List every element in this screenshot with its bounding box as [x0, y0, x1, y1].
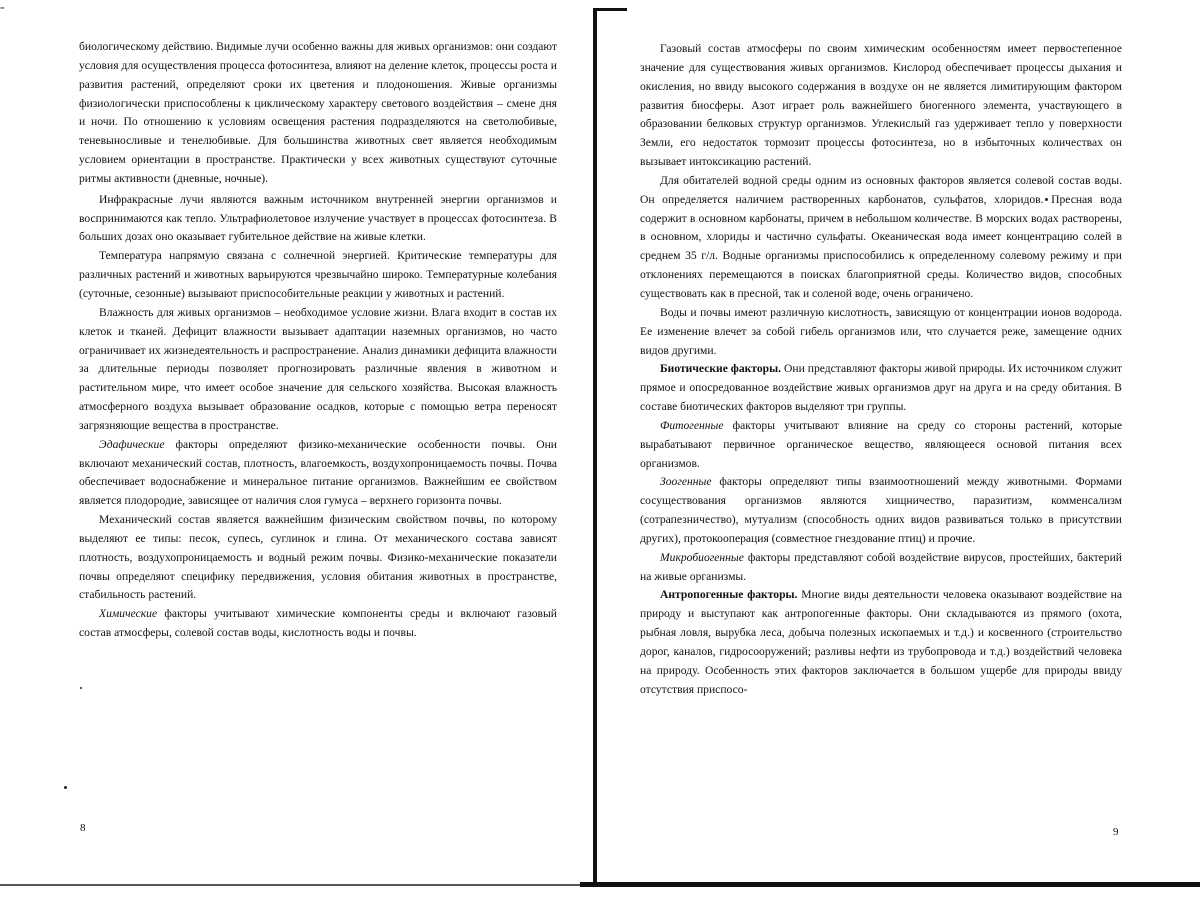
paragraph-body: факторы определяют типы взаимоотношений между животными. Формами сосуществования организмов являются хищничество, паразитизм, комменсализм (сотрапезничество), мутуализм (способность одних видов развиваться только в присутствии других), протокооперация (совместное гнездование птиц) и прочие.	[640, 475, 1122, 545]
scan-speck	[80, 687, 82, 689]
paragraph-lead-term: Эдафические	[99, 437, 165, 451]
paragraph-body: факторы представляют собой воздействие вирусов, простейших, бактерий на живые организмы.	[640, 550, 1122, 583]
paragraph-lead-term: Микробиогенные	[660, 550, 744, 564]
paragraph	[640, 360, 1122, 417]
book-gutter-cap	[593, 8, 627, 11]
paragraph	[640, 473, 1122, 548]
paragraph-body: факторы определяют физико-механические особенности почвы. Они включают механический состав, плотность, влагоемкость, воздухопроницаемость почвы. Почва обеспечивает водоснабжение и минеральное питание организмов. Важнейшим ее свойством является плодородие, зависящее от наличия слоя гумуса – верхнего горизонта почвы.	[79, 437, 557, 508]
paragraph-body: Они представляют факторы живой природы. Их источником служит прямое и опосредованное воздействие живых организмов друг на друга и на среду обитания. В составе биотических факторов выделяют три группы.	[640, 362, 1122, 414]
paragraph	[640, 549, 1122, 587]
paragraph-lead-term: Фитогенные	[660, 418, 724, 432]
book-gutter	[593, 8, 597, 886]
paragraph	[79, 605, 557, 643]
paragraph-lead-heading: Биотические факторы.	[660, 362, 782, 376]
paragraph: Воды и почвы имеют различную кислотность, зависящую от концентрации ионов водорода. Ее изменение влечет за собой гибель организмов или, что случается реже, замещение одних видов другими.	[640, 305, 1122, 357]
paragraph-lead-term: Химические	[99, 607, 158, 621]
paragraph-body: Многие виды деятельности человека оказывают воздействие на природу и выступают как антропогенные факторы. Они складываются из прямого (охота, рыбная ловля, вырубка леса, добыча полезных ископаемых и т.д.) и косвенного (строительство дорог, каналов, гидросооружений; разливы нефти из трубопровода и т.д.) воздействий человека на природу. Особенность этих факторов заключается в большом ущербе для природы ввиду отсутствия приспосо-	[640, 588, 1122, 696]
right-page	[640, 40, 1122, 700]
paragraph	[79, 436, 557, 511]
paragraph-body: факторы учитывают влияние на среду со стороны растений, которые вырабатывают первичное органическое вещество, являющееся основой питания всех организмов.	[640, 418, 1122, 470]
page-number-right: 9	[1113, 826, 1119, 838]
paragraph-lead-heading: Антропогенные факторы.	[660, 588, 798, 602]
scan-speck	[64, 786, 67, 789]
paragraph: Для обитателей водной среды одним из основных факторов является солевой состав воды. Он определяется наличием растворенных карбонатов, сульфатов, хлоридов. Пресная вода содержит в основном карбонаты, причем в небольшом количестве. В морских водах растворены, в основном, хлориды и частично сульфаты. Океаническая вода имеет концентрацию солей в среднем 35 г/л. Водные организмы приспособились к определенному солевому режиму и при отклонениях перемещаются в поисках благоприятной среды. Количество видов, способных существовать как в пресной, так и соленой воде, очень ограничено.	[640, 173, 1122, 300]
page-bottom-edge-shadow	[580, 882, 1200, 887]
paragraph: Инфракрасные лучи являются важным источником внутренней энергии организмов и воспринимаются как тепло. Ультрафиолетовое излучение участвует в процессах фотосинтеза. В больших дозах оно оказывает губительное действие на живые клетки.	[79, 192, 557, 244]
page-number-left: 8	[80, 822, 86, 834]
paragraph-body: факторы учитывают химические компоненты среды и включают газовый состав атмосферы, солевой состав воды, кислотность воды и почвы.	[79, 607, 557, 640]
paragraph: Влажность для живых организмов – необходимое условие жизни. Влага входит в состав их клеток и тканей. Дефицит влажности вызывает адаптации наземных организмов, но часто ограничивает их жизнедеятельность и распространение. Анализ динамики дефицита влажности за длительные периоды позволяет прогнозировать различные явления в животном и растительном мире, что имеет особое значение для сельского хозяйства. Высокая влажность атмосферного воздуха вызывает образование осадков, которые с помощью ветра переносят загрязняющие вещества в пространстве.	[79, 305, 557, 432]
paragraph: биологическому действию. Видимые лучи особенно важны для живых организмов: они создают условия для осуществления процесса фотосинтеза, влияют на деление клеток, процессы роста и развития растений, определяют сроки их цветения и плодоношения. Живые организмы физиологически приспособлены к циклическому характеру светового воздействия – смене дня и ночи. По отношению к условиям освещения растения подразделяются на светолюбивые, теневыносливые и тенелюбивые. Для большинства животных свет является необходимым условием ориентации в пространстве. Практически у всех животных существуют суточные ритмы активности (дневные, ночные).	[79, 40, 557, 185]
paragraph	[640, 417, 1122, 474]
paragraph-lead-term: Зоогенные	[660, 475, 712, 489]
left-page	[79, 38, 557, 643]
paragraph: Температура напрямую связана с солнечной энергией. Критические температуры для различных растений и животных варьируются чрезвычайно широко. Температурные колебания (суточные, сезонные) вызывают приспособительные реакции у животных и растений.	[79, 249, 557, 300]
paragraph: Газовый состав атмосферы по своим химическим особенностям имеет первостепенное значение для существования живых организмов. Кислород обеспечивает процессы дыхания и окисления, но ввиду высокого содержания в воздухе он не является лимитирующим фактором развития биосферы. Азот играет роль важнейшего биогенного элемента, участвующего в образовании белковых структур организмов. Углекислый газ удерживает тепло у поверхности Земли, его недостаток тормозит процессы фотосинтеза, но в избыточных количествах он вызывает интоксикацию растений.	[640, 42, 1122, 169]
paragraph	[640, 586, 1122, 699]
corner-mark: -	[0, 0, 5, 15]
paragraph: Механический состав является важнейшим физическим свойством почвы, по которому выделяют ее типы: песок, супесь, суглинок и глина. От механического состава зависят плотность, воздухопроницаемость и водный режим почвы. Физико-механические показатели почвы определяют специфику передвижения, условия обитания животных в пространстве, стабильность растений.	[79, 513, 557, 602]
